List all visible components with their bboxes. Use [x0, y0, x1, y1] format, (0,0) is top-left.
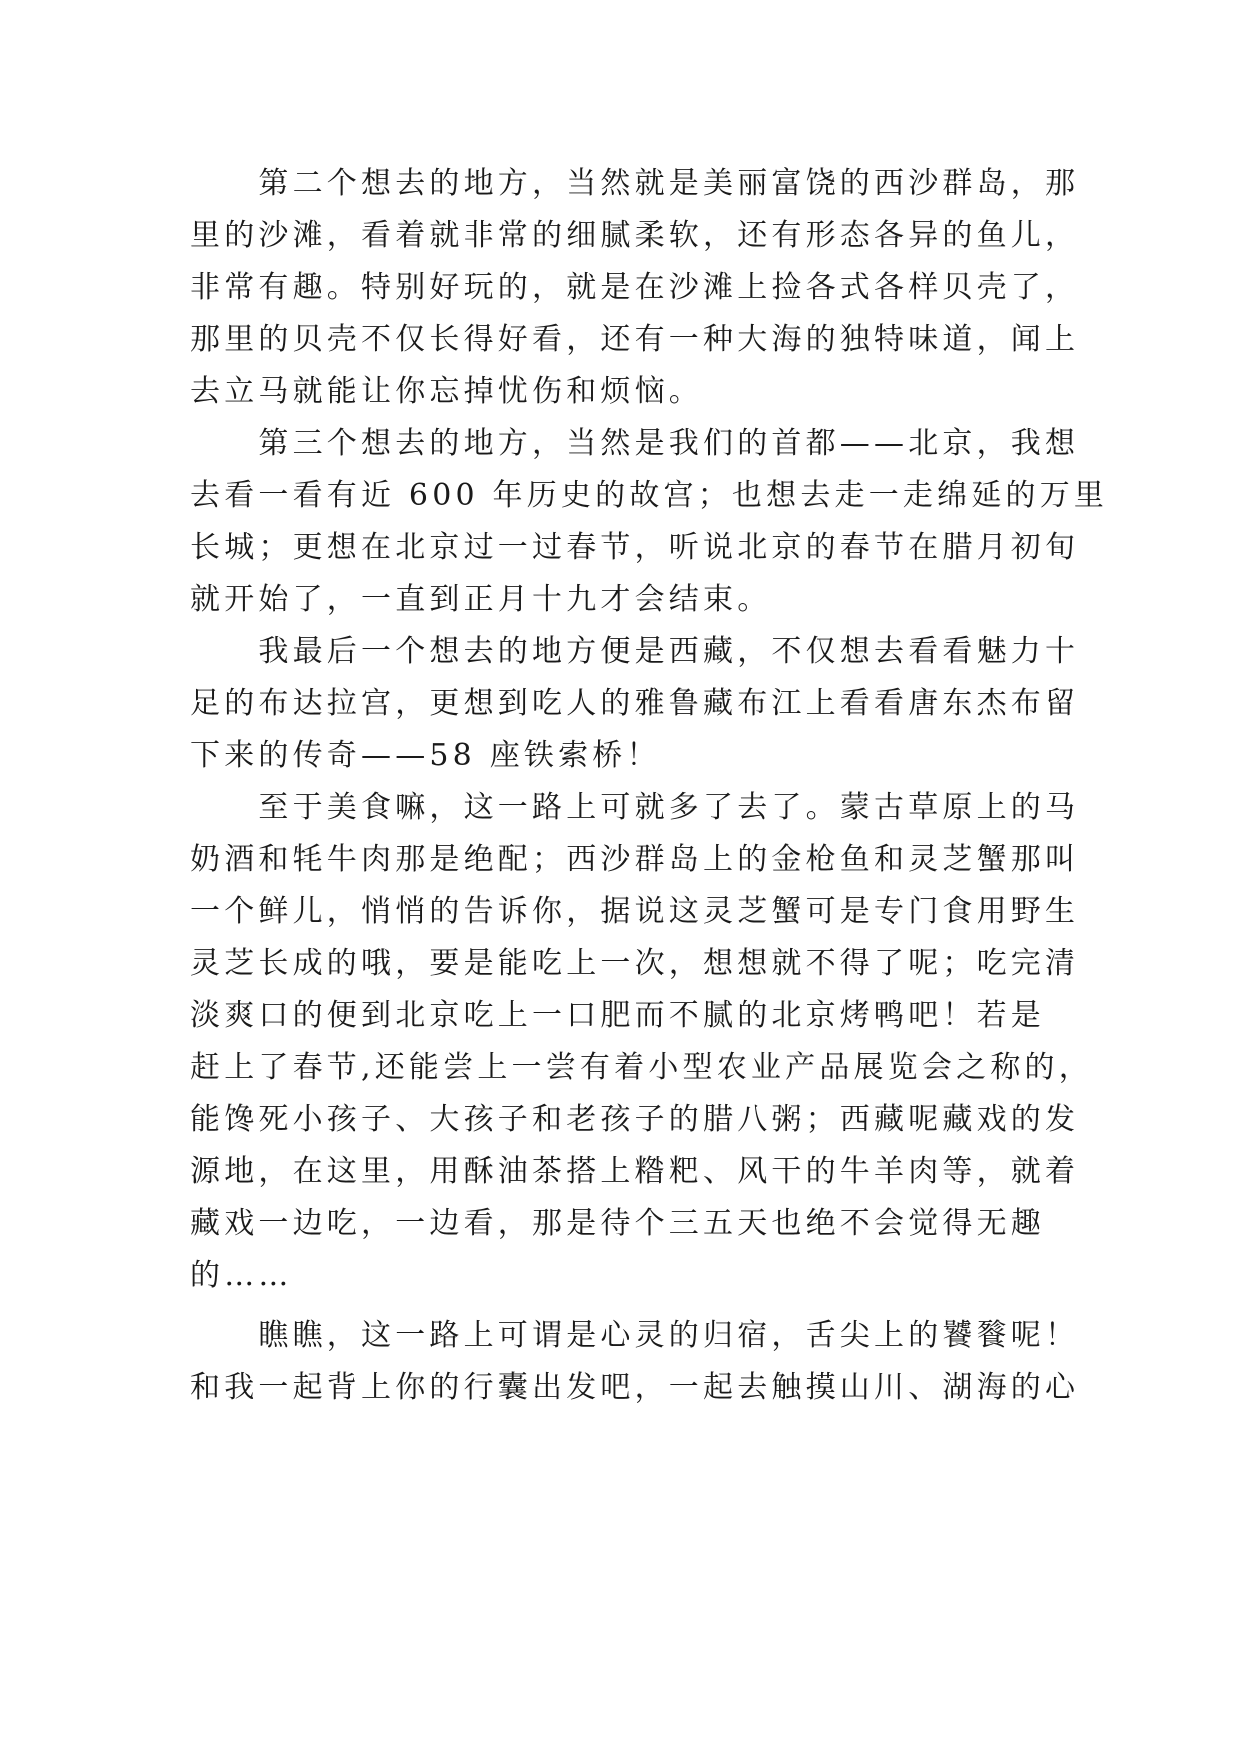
text-line: 第三个想去的地方，当然是我们的首都——北京，我想 [190, 426, 1080, 461]
text-line: 长城；更想在北京过一过春节，听说北京的春节在腊月初旬 [190, 530, 1080, 565]
text-line: 源地，在这里，用酥油茶搭上糌粑、风干的牛羊肉等，就着 [190, 1154, 1080, 1189]
text-line: 非常有趣。特别好玩的，就是在沙滩上捡各式各样贝壳了， [190, 270, 1080, 305]
document-body [190, 158, 1109, 1414]
paragraph [190, 158, 1080, 418]
paragraph [190, 418, 1109, 626]
text-line: 灵芝长成的哦，要是能吃上一次，想想就不得了呢；吃完清 [190, 946, 1080, 981]
text-line: 奶酒和牦牛肉那是绝配；西沙群岛上的金枪鱼和灵芝蟹那叫 [190, 842, 1080, 877]
text-line: 里的沙滩，看着就非常的细腻柔软，还有形态各异的鱼儿， [190, 218, 1080, 253]
paragraph [190, 782, 1093, 1302]
text-line: 去看一看有近 600 年历史的故宫；也想去走一走绵延的万里 [190, 478, 1109, 513]
text-line: 第二个想去的地方，当然就是美丽富饶的西沙群岛，那 [190, 166, 1080, 201]
text-line: 去立马就能让你忘掉忧伤和烦恼。 [190, 374, 703, 409]
text-line: 能馋死小孩子、大孩子和老孩子的腊八粥；西藏呢藏戏的发 [190, 1102, 1080, 1137]
text-line: 下来的传奇——58 座铁索桥！ [190, 738, 661, 773]
text-line: 足的布达拉宫，更想到吃人的雅鲁藏布江上看看唐东杰布留 [190, 686, 1080, 721]
paragraph [190, 1310, 1080, 1414]
text-line: 我最后一个想去的地方便是西藏，不仅想去看看魅力十 [190, 634, 1080, 669]
text-line: 的…… [190, 1258, 293, 1293]
text-line: 那里的贝壳不仅长得好看，还有一种大海的独特味道，闻上 [190, 322, 1080, 357]
text-line: 瞧瞧，这一路上可谓是心灵的归宿，舌尖上的饕餮呢！ [190, 1318, 1080, 1353]
paragraph [190, 626, 1080, 782]
text-line: 藏戏一边吃，一边看，那是待个三五天也绝不会觉得无趣 [190, 1206, 1045, 1241]
text-line: 赶上了春节,还能尝上一尝有着小型农业产品展览会之称的， [190, 1050, 1093, 1085]
text-line: 和我一起背上你的行囊出发吧，一起去触摸山川、湖海的心 [190, 1370, 1080, 1405]
text-line: 至于美食嘛，这一路上可就多了去了。蒙古草原上的马 [190, 790, 1080, 825]
text-line: 淡爽口的便到北京吃上一口肥而不腻的北京烤鸭吧！若是 [190, 998, 1045, 1033]
text-line: 一个鲜儿，悄悄的告诉你，据说这灵芝蟹可是专门食用野生 [190, 894, 1080, 929]
text-line: 就开始了，一直到正月十九才会结束。 [190, 582, 772, 617]
paragraph-spacer [190, 1302, 1070, 1310]
